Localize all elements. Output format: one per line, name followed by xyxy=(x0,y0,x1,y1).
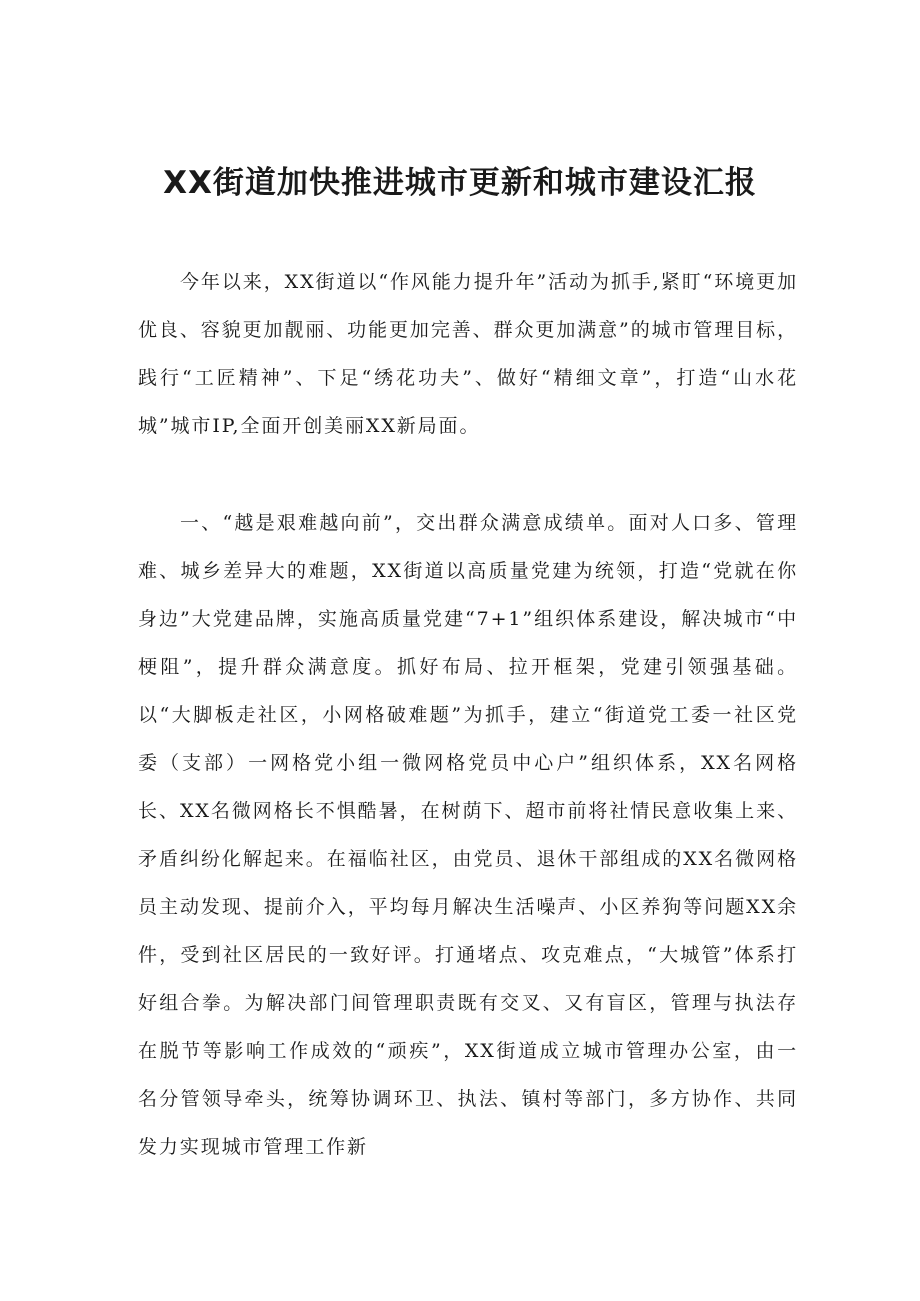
paragraph-intro: 今年以来，XX街道以“作风能力提升年”活动为抓手,紧盯“环境更加优良、容貌更加靓丽、功能更加完善、群众更加满意”的城市管理目标，践行“工匠精神”、下足“绣花功夫”、做好“精细文章”，打造“山水花城”城市IP,全面开创美丽XX新局面。 xyxy=(138,271,798,437)
document-title xyxy=(0,159,920,207)
title-text: 街道加快推进城市更新和城市建设汇报 xyxy=(212,164,757,201)
paragraph-section-one: 一、“越是艰难越向前”，交出群众满意成绩单。面对人口多、管理难、城乡差异大的难题，XX街道以高质量党建为统领，打造“党就在你身边”大党建品牌，实施高质量党建“7+1”组织体系建设，解决城市“中梗阻”，提升群众满意度。抓好布局、拉开框架，党建引领强基础。以“大脚板走社区，小网格破难题”为抓手，建立“街道党工委一社区党委（支部）一网格党小组一微网格党员中心户”组织体系，XX名网格长、XX名微网格长不惧酷暑，在树荫下、超市前将社情民意收集上来、矛盾纠纷化解起来。在福临社区，由党员、退休干部组成的XX名微网格员主动发现、提前介入，平均每月解决生活噪声、小区养狗等问题XX余件，受到社区居民的一致好评。打通堵点、攻克难点，“大城管”体系打好组合拳。为解决部门间管理职责既有交叉、又有盲区，管理与执法存在脱节等影响工作成效的“顽疾”，XX街道成立城市管理办公室，由一名分管领导牵头，统筹协调环卫、执法、镇村等部门，多方协作、共同发力实现城市管理工作新 xyxy=(138,512,798,1158)
title-prefix: XX xyxy=(163,164,213,201)
